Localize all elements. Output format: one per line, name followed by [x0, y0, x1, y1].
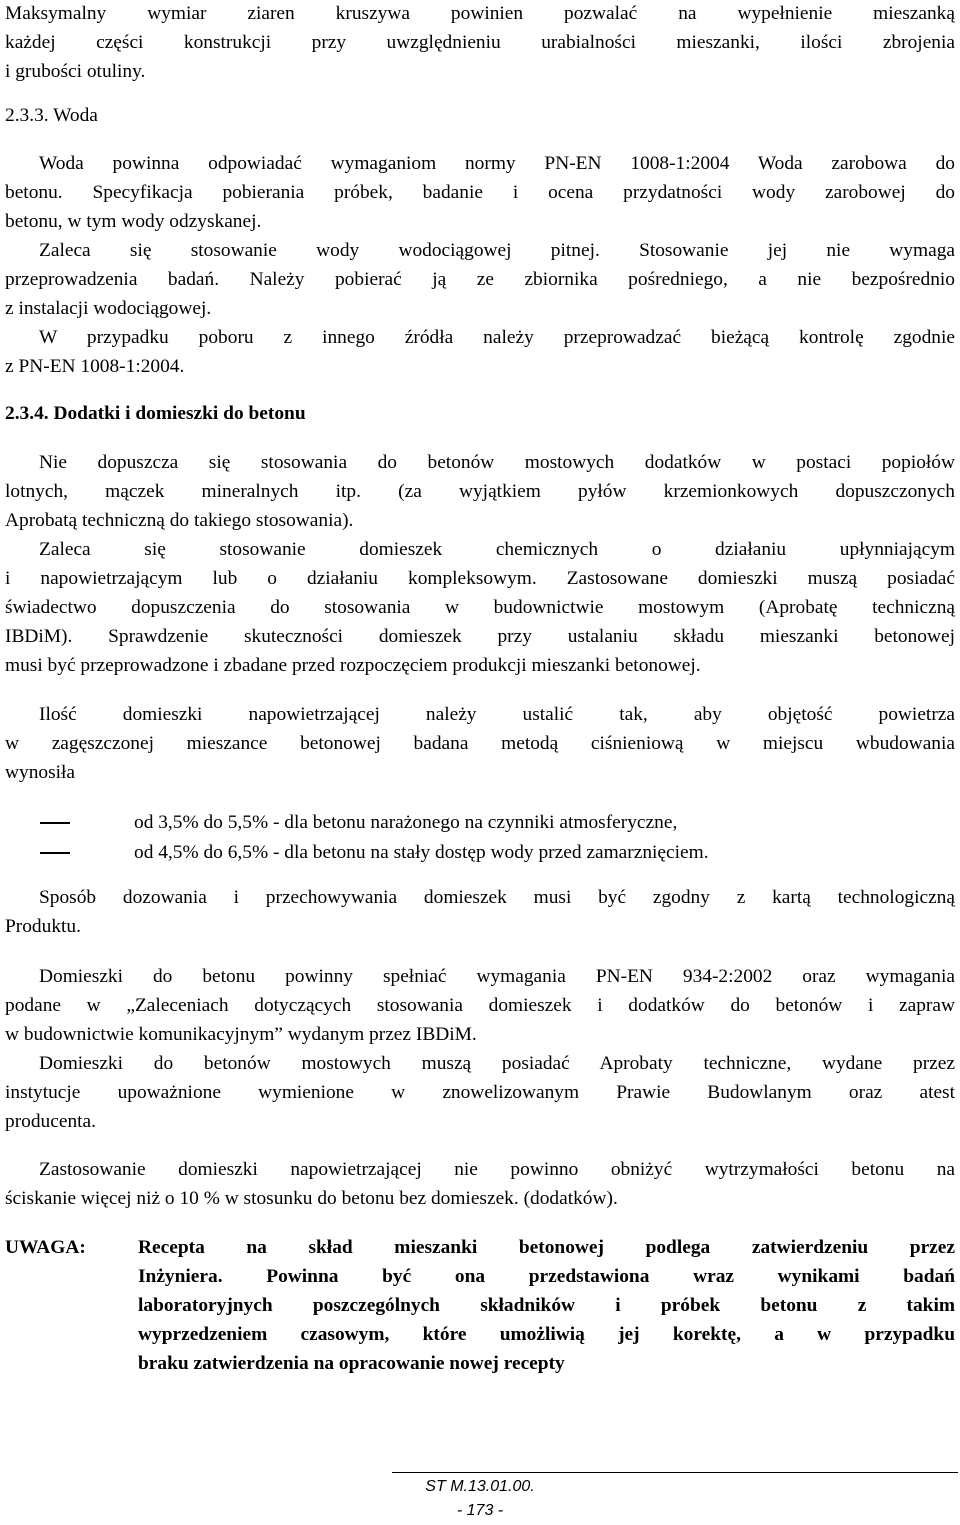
text-line: podane w „Zaleceniach dotyczących stosowania domieszek i dodatków do betonów i zapraw: [5, 995, 955, 1016]
woda-paragraph-3: [5, 323, 955, 381]
text-line: lotnych, mączek mineralnych itp. (za wyjątkiem pyłów krzemionkowych dopuszczonych: [5, 481, 955, 502]
text-line: Zaleca się stosowanie wody wodociągowej pitnej. Stosowanie jej nie wymaga: [39, 240, 955, 261]
dodatki-paragraph-1: [5, 448, 955, 535]
text-line: instytucje upoważnione wymienione w znowelizowanym Prawie Budowlanym oraz atest: [5, 1082, 955, 1103]
text-line: Aprobatą techniczną do takiego stosowania).: [5, 510, 354, 531]
section-heading-woda: 2.3.3. Woda: [5, 105, 98, 126]
text-line: IBDiM). Sprawdzenie skuteczności domieszek przy ustalaniu składu mieszanki betonowej: [5, 626, 955, 647]
list-item-text: od 4,5% do 6,5% - dla betonu na stały dostęp wody przed zamarznięciem.: [134, 842, 709, 863]
text-line: musi być przeprowadzone i zbadane przed rozpoczęciem produkcji mieszanki betonowej.: [5, 655, 701, 676]
dash-marker: [40, 822, 70, 824]
dodatki-paragraph-2: [5, 535, 955, 680]
footer-spec-code: ST M.13.01.00.: [425, 1478, 535, 1495]
list-item-text: od 3,5% do 5,5% - dla betonu narażonego na czynniki atmosferyczne,: [134, 812, 678, 833]
footer-page-number: - 173 -: [456, 1502, 504, 1519]
text-line: Domieszki do betonu powinny spełniać wymagania PN-EN 934-2:2002 oraz wymagania: [39, 966, 955, 987]
text-line: Ilość domieszki napowietrzającej należy ustalić tak, aby objętość powietrza: [39, 704, 955, 725]
text-line: i napowietrzającym lub o działaniu kompleksowym. Zastosowane domieszki muszą posiadać: [5, 568, 955, 589]
section-heading-dodatki: 2.3.4. Dodatki i domieszki do betonu: [5, 403, 306, 424]
text-line: Sposób dozowania i przechowywania domieszek musi być zgodny z kartą technologiczną: [39, 887, 955, 908]
text-line: Recepta na skład mieszanki betonowej podlega zatwierdzeniu przez: [138, 1237, 955, 1258]
footer-divider: [392, 1472, 958, 1473]
text-line: betonu, w tym wody odzyskanej.: [5, 211, 262, 232]
dodatki-paragraph-5: [5, 962, 955, 1049]
dodatki-paragraph-7: [5, 1155, 955, 1213]
note-body: [138, 1233, 955, 1378]
text-line: producenta.: [5, 1111, 96, 1132]
text-line: przeprowadzenia badań. Należy pobierać ją ze zbiornika pośredniego, a nie bezpośrednio: [5, 269, 955, 290]
text-line: Zastosowanie domieszki napowietrzającej nie powinno obniżyć wytrzymałości betonu na: [39, 1159, 955, 1180]
text-line: Woda powinna odpowiadać wymaganiom normy PN-EN 1008-1:2004 Woda zarobowa do: [39, 153, 955, 174]
text-line: wynosiła: [5, 762, 76, 783]
text-line: z instalacji wodociągowej.: [5, 298, 212, 319]
dodatki-paragraph-3: [5, 700, 955, 787]
text-line: w zagęszczonej mieszance betonowej badana metodą ciśnieniową w miejscu wbudowania: [5, 733, 955, 754]
text-line: Zaleca się stosowanie domieszek chemicznych o działaniu upłynniającym: [39, 539, 955, 560]
text-line: betonu. Specyfikacja pobierania próbek, badanie i ocena przydatności wody zarobowej do: [5, 182, 955, 203]
text-line: ściskanie więcej niż o 10 % w stosunku do betonu bez domieszek. (dodatków).: [5, 1188, 618, 1209]
woda-paragraph-2: [5, 236, 955, 323]
text-line: braku zatwierdzenia na opracowanie nowej recepty: [138, 1353, 565, 1374]
text-line: Nie dopuszcza się stosowania do betonów mostowych dodatków w postaci popiołów: [39, 452, 955, 473]
text-line: każdej części konstrukcji przy uwzględnieniu urabialności mieszanki, ilości zbrojenia: [5, 32, 955, 53]
text-line: Inżyniera. Powinna być ona przedstawiona wraz wynikami badań: [138, 1266, 955, 1287]
dodatki-paragraph-4: [5, 883, 955, 941]
text-line: W przypadku poboru z innego źródła należy przeprowadzać bieżącą kontrolę zgodnie: [39, 327, 955, 348]
text-line: Maksymalny wymiar ziaren kruszywa powinien pozwalać na wypełnienie mieszanką: [5, 3, 955, 24]
woda-paragraph-1: [5, 149, 955, 236]
note-label: UWAGA:: [5, 1237, 86, 1258]
intro-paragraph: [5, 0, 955, 86]
text-line: w budownictwie komunikacyjnym” wydanym przez IBDiM.: [5, 1024, 477, 1045]
dodatki-paragraph-6: [5, 1049, 955, 1136]
text-line: laboratoryjnych poszczególnych składników i próbek betonu z takim: [138, 1295, 955, 1316]
dash-marker: [40, 852, 70, 854]
text-line: i grubości otuliny.: [5, 61, 146, 82]
list-item: [40, 838, 940, 867]
list-item: [40, 808, 940, 837]
text-line: wyprzedzeniem czasowym, które umożliwią jej korektę, a w przypadku: [138, 1324, 955, 1345]
text-line: Domieszki do betonów mostowych muszą posiadać Aprobaty techniczne, wydane przez: [39, 1053, 955, 1074]
text-line: Produktu.: [5, 916, 81, 937]
text-line: świadectwo dopuszczenia do stosowania w budownictwie mostowym (Aprobatę techniczną: [5, 597, 955, 618]
text-line: z PN-EN 1008-1:2004.: [5, 356, 185, 377]
